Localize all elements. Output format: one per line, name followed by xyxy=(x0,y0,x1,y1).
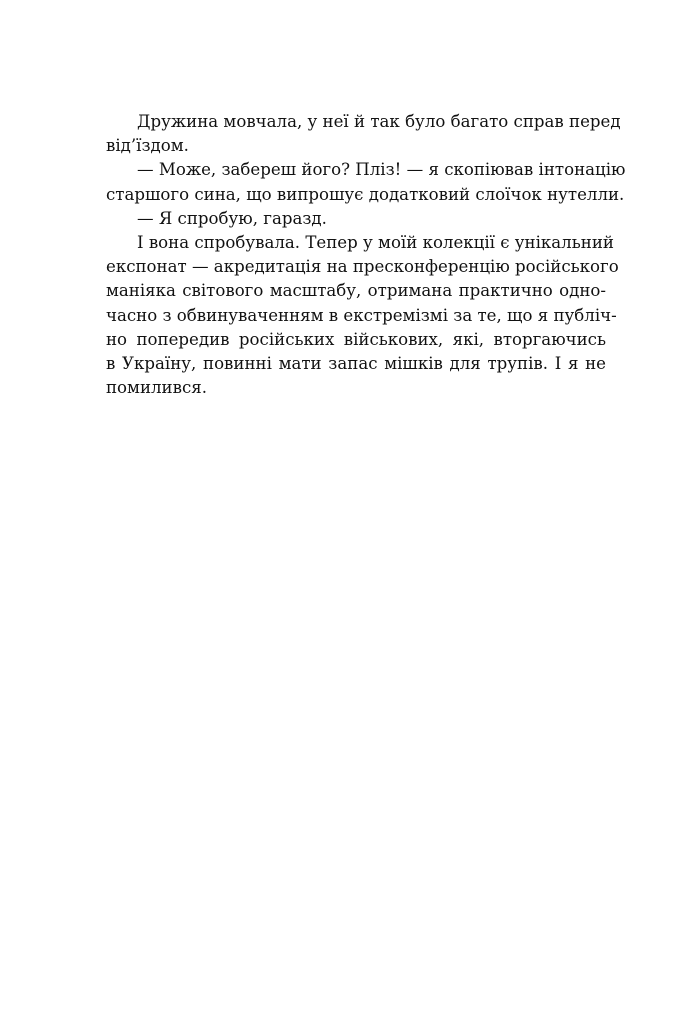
text-line: — Я спробую, гаразд. xyxy=(137,208,327,228)
text-line: помилився. xyxy=(106,378,207,398)
body-text xyxy=(106,110,626,400)
text-line: — Може, забереш його? Пліз! — я скопіював інтонацію xyxy=(137,160,626,180)
text-line: старшого сина, що випрошує додатковий слоїчок нутелли. xyxy=(106,184,625,204)
text-line: Дружина мовчала, у неї й так було багато справ перед xyxy=(137,112,621,131)
text-line: І вона спробувала. Тепер у моїй колекції є унікальний xyxy=(137,232,614,252)
text-line: від’їздом. xyxy=(106,136,189,156)
text-line: маніяка світового масштабу, отримана практично одно- xyxy=(106,281,606,301)
text-line: часно з обвинуваченням в екстремізмі за те, що я публіч- xyxy=(106,305,617,325)
text-line: експонат — акредитація на пресконференцію російського xyxy=(106,257,619,277)
text-line: но попередив російських військових, які, вторгаючись xyxy=(106,329,606,349)
text-line: в Україну, повинні мати запас мішків для трупів. І я не xyxy=(106,353,606,373)
